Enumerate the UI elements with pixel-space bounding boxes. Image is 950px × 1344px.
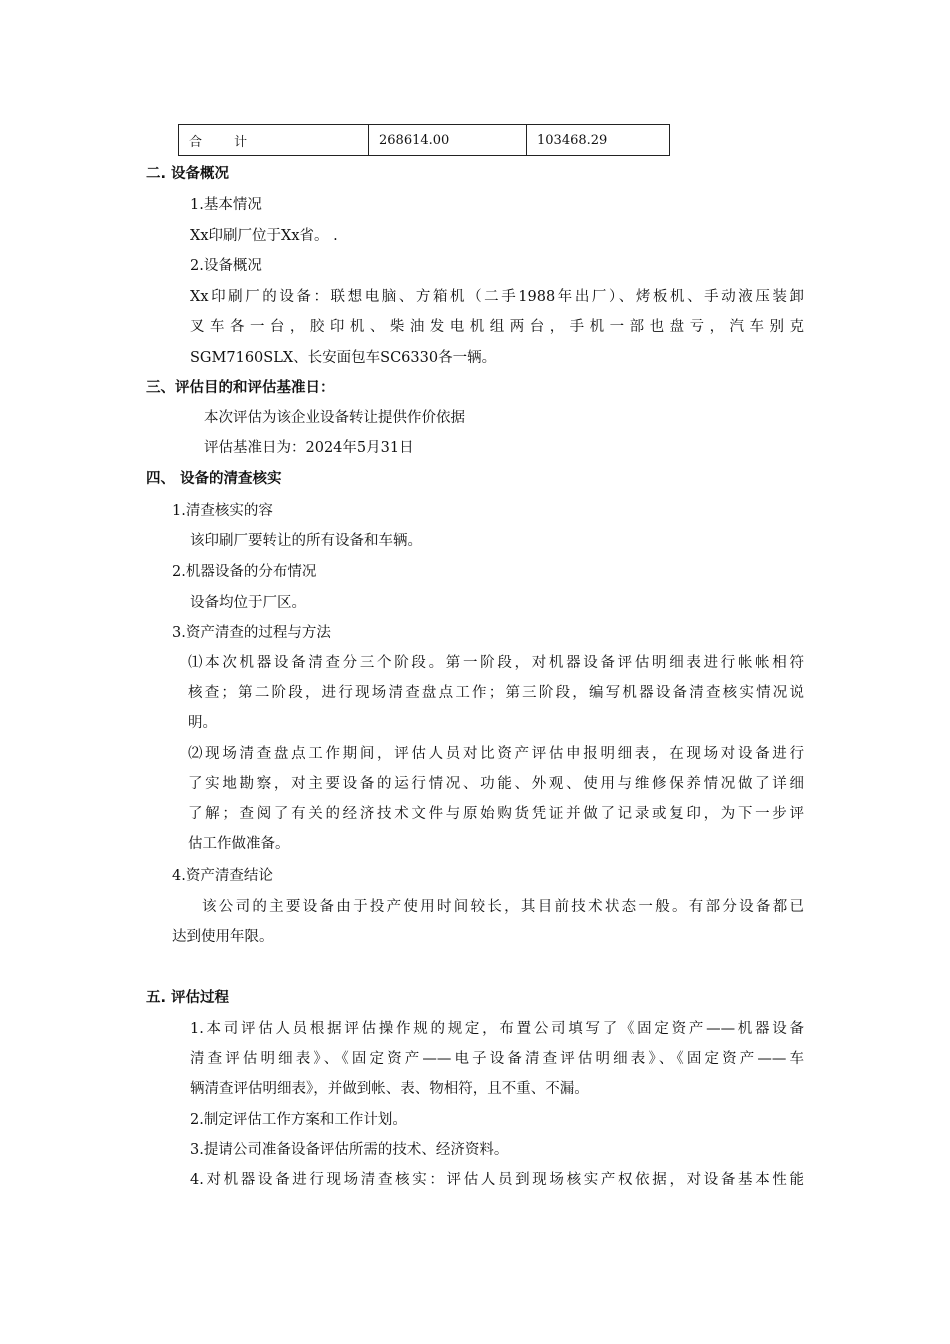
section-4-item3b-line3: 了解；查阅了有关的经济技术文件与原始购货凭证并做了记录或复印，为下一步评 [188,806,804,822]
total-value-cell-1: 268614.00 [369,125,527,155]
section-5-para1-line2: 清查评估明细表》、《固定资产——电子设备清查评估明细表》、《固定资产——车 [190,1051,804,1067]
section-5-heading: 五. 评估过程 [146,990,230,1006]
section-4-item3b-line2: 了实地勘察，对主要设备的运行情况、功能、外观、使用与维修保养情况做了详细 [188,776,804,792]
section-2-sub1: 1.基本情况 [190,197,262,213]
total-value-cell-2: 103468.29 [537,132,608,148]
summary-table-row [178,124,670,156]
section-4-item3b-line4: 估工作做准备。 [188,836,290,852]
section-3-para2: 评估基准日为：2024年5月31日 [204,440,414,456]
section-4-item4-line2: 达到使用年限。 [172,929,274,945]
section-4-item3a-line2: 核查；第二阶段，进行现场清查盘点工作；第三阶段，编写机器设备清查核实情况说 [188,685,804,701]
section-4-item1: 1.清查核实的容 [172,503,273,519]
section-4-item2: 2.机器设备的分布情况 [172,564,317,580]
total-label-cell: 合 计 [179,125,369,155]
section-5-para4: 4.对机器设备进行现场清查核实：评估人员到现场核实产权依据，对设备基本性能 [190,1172,804,1188]
section-5-para3: 3.提请公司准备设备评估所需的技术、经济资料。 [190,1142,509,1158]
section-4-item4-line1: 该公司的主要设备由于投产使用时间较长，其目前技术状态一般。有部分设备都已 [202,899,804,915]
section-2-para1: Xx印刷厂位于Xx省。 . [190,228,338,244]
section-2-para2-line3: SGM7160SLX、长安面包车SC6330各一辆。 [190,350,497,366]
section-5-para1-line1: 1.本司评估人员根据评估操作规的规定，布置公司填写了《固定资产——机器设备 [190,1021,804,1037]
section-2-para2-line2: 叉车各一台，胶印机、柴油发电机组两台，手机一部也盘亏，汽车别克 [190,319,804,335]
section-4-item3a-line3: 明。 [188,715,217,731]
section-5-para1-line3: 辆清查评估明细表》，并做到帐、表、物相符，且不重、不漏。 [190,1081,589,1097]
section-4-item3b-line1: ⑵现场清查盘点工作期间，评估人员对比资产评估申报明细表，在现场对设备进行 [188,746,804,762]
section-2-heading: 二. 设备概况 [146,166,230,182]
section-5-para2: 2.制定评估工作方案和工作计划。 [190,1112,407,1128]
section-3-para1: 本次评估为该企业设备转让提供作价依据 [204,410,465,426]
section-2-sub2: 2.设备概况 [190,258,262,274]
section-4-item1-para: 该印刷厂要转让的所有设备和车辆。 [190,533,422,549]
section-4-item3a-line1: ⑴本次机器设备清查分三个阶段。第一阶段，对机器设备评估明细表进行帐帐相符 [188,655,804,671]
section-3-heading: 三、评估目的和评估基准日： [146,380,335,396]
section-4-heading: 四、 设备的清查核实 [146,471,282,487]
section-4-item3: 3.资产清查的过程与方法 [172,625,331,641]
section-2-para2-line1: Xx印刷厂的设备：联想电脑、方箱机（二手1988年出厂）、烤板机、手动液压装卸 [190,289,804,305]
section-4-item4: 4.资产清查结论 [172,868,273,884]
section-4-item2-para: 设备均位于厂区。 [190,595,306,611]
